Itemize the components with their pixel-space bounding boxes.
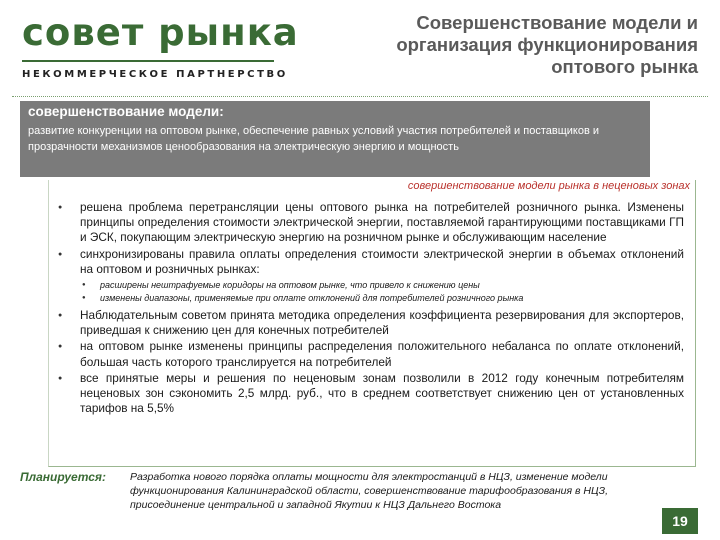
sub-bullet-item: ● расширены нештрафуемые коридоры на оптовом рынке, что привело к снижению цены bbox=[80, 279, 684, 292]
bullet-item: ● Наблюдательным советом принята методика определения коэффициента резервирования для экспортеров, приведшая к снижению цен для конечных потребителей bbox=[58, 308, 684, 338]
summary-text: развитие конкуренции на оптовом рынке, обеспечение равных условий участия потребителей и поставщиков и прозрачности механизмов ценообразования на электрическую энергию и мощность bbox=[28, 125, 599, 153]
slide-title: Совершенствование модели и организация функционирования оптового рынка bbox=[396, 12, 698, 77]
bullet-item bbox=[58, 247, 684, 305]
bullet-item: ● на оптовом рынке изменены принципы распределения положительного небаланса по оплате отклонений, большая часть которого транслируется на потребителей bbox=[58, 339, 684, 369]
bullet-text: синхронизированы правила оплаты определения стоимости электрической энергии в объемах отклонений на оптовом и розничных рынках: bbox=[80, 246, 684, 276]
summary-heading: совершенствование модели: bbox=[28, 104, 224, 119]
logo-wordmark: совет рынка bbox=[22, 11, 299, 54]
summary-box bbox=[20, 101, 650, 177]
header-divider bbox=[12, 96, 708, 97]
page-number: 19 bbox=[662, 508, 698, 534]
logo-underline bbox=[22, 60, 274, 62]
bullet-item: ● все принятые меры и решения по неценовым зонам позволили в 2012 году конечным потребителям неценовых зон сэкономить 2,5 млрд. руб., что в среднем соответствует снижению цен от установленных тарифов на 5,5% bbox=[58, 371, 684, 417]
section-label: совершенствование модели рынка в неценовых зонах bbox=[407, 180, 690, 192]
bullet-list bbox=[58, 200, 684, 417]
plan-text: Разработка нового порядка оплаты мощности для электростанций в НЦЗ, изменение модели функционирования Калининградской области, совершенствование тарифообразования в НЦЗ, присоединение центральной и западной Якутии к НЦЗ Дальнего Востока bbox=[130, 471, 609, 511]
logo-subtitle: НЕКОММЕРЧЕСКОЕ ПАРТНЕРСТВО bbox=[22, 69, 288, 80]
plan-label: Планируется: bbox=[20, 470, 106, 484]
sub-bullet-list bbox=[80, 279, 684, 305]
bullet-item: ● решена проблема перетрансляции цены оптового рынка на потребителей розничного рынка. Изменены принципы определения стоимости электрической энергии, поставляемой гарантирующими поставщиками ГП и ЭСК, покупающим электрическую энергию на розничном рынке и обслуживающим население bbox=[58, 200, 684, 246]
sub-bullet-item: ● изменены диапазоны, применяемые при оплате отклонений для потребителей розничного рынка bbox=[80, 292, 684, 305]
